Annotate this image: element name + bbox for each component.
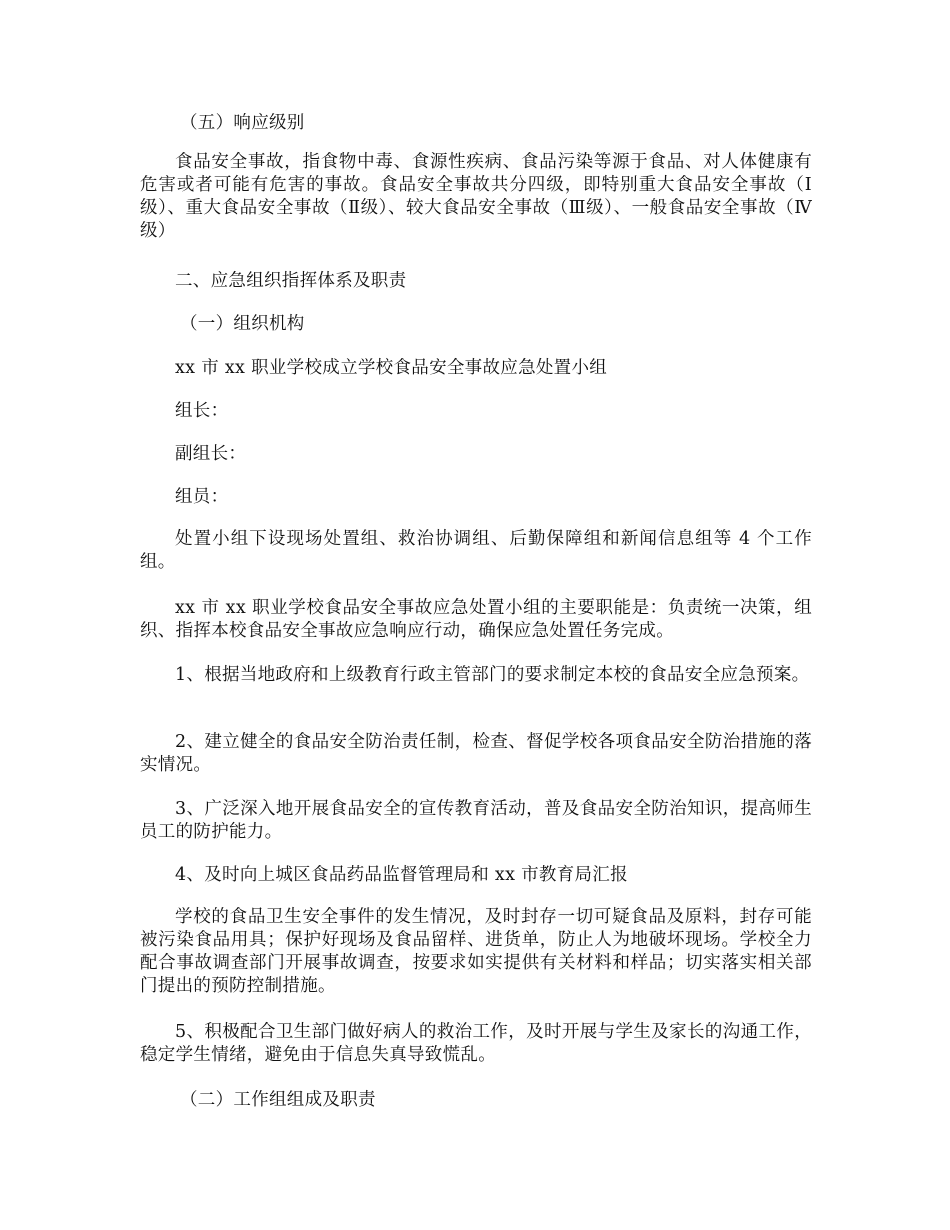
paragraph-main-functions: xx 市 xx 职业学校食品安全事故应急处置小组的主要职能是：负责统一决策，组织、指挥本校食品安全事故应急响应行动，确保应急处置任务完成。 (140, 598, 812, 641)
list-item-5: 5、积极配合卫生部门做好病人的救治工作，及时开展与学生及家长的沟通工作，稳定学生情绪，避免由于信息失真导致慌乱。 (140, 1022, 812, 1065)
field-group-leader: 组长： (175, 401, 229, 421)
paragraph-working-groups: 处置小组下设现场处置组、救治协调组、后勤保障组和新闻信息组等 4 个工作组。 (140, 529, 812, 572)
section-heading-response-level: （五）响应级别 (180, 113, 305, 133)
list-item-4: 4、及时向上城区食品药品监督管理局和 xx 市教育局汇报 (175, 865, 628, 885)
field-group-members: 组员： (175, 487, 229, 507)
paragraph-incident-definition: 食品安全事故，指食物中毒、食源性疾病、食品污染等源于食品、对人体健康有危害或者可能有危害的事故。食品安全事故共分四级，即特别重大食品安全事故（Ⅰ级）、重大食品安全事故（Ⅱ级）、较大食品安全事故（Ⅲ级）、一般食品安全事故（Ⅳ级） (140, 152, 812, 241)
list-item-1: 1、根据当地政府和上级教育行政主管部门的要求制定本校的食品安全应急预案。 (175, 665, 810, 685)
list-item-3: 3、广泛深入地开展食品安全的宣传教育活动，普及食品安全防治知识，提高师生员工的防护能力。 (140, 799, 812, 842)
section-heading-organization: （一）组织机构 (180, 314, 305, 334)
section-heading-working-groups: （二）工作组组成及职责 (180, 1090, 376, 1110)
paragraph-group-established: xx 市 xx 职业学校成立学校食品安全事故应急处置小组 (175, 358, 608, 378)
list-item-2: 2、建立健全的食品安全防治责任制，检查、督促学校各项食品安全防治措施的落实情况。 (140, 732, 812, 775)
paragraph-report-handling: 学校的食品卫生安全事件的发生情况，及时封存一切可疑食品及原料，封存可能被污染食品用具；保护好现场及食品留样、进货单，防止人为地破坏现场。学校全力配合事故调查部门开展事故调查，按要求如实提供有关材料和样品；切实落实相关部门提出的预防控制措施。 (140, 907, 812, 996)
section-heading-command-system: 二、应急组织指挥体系及职责 (175, 271, 407, 291)
field-deputy-leader: 副组长： (175, 444, 247, 464)
